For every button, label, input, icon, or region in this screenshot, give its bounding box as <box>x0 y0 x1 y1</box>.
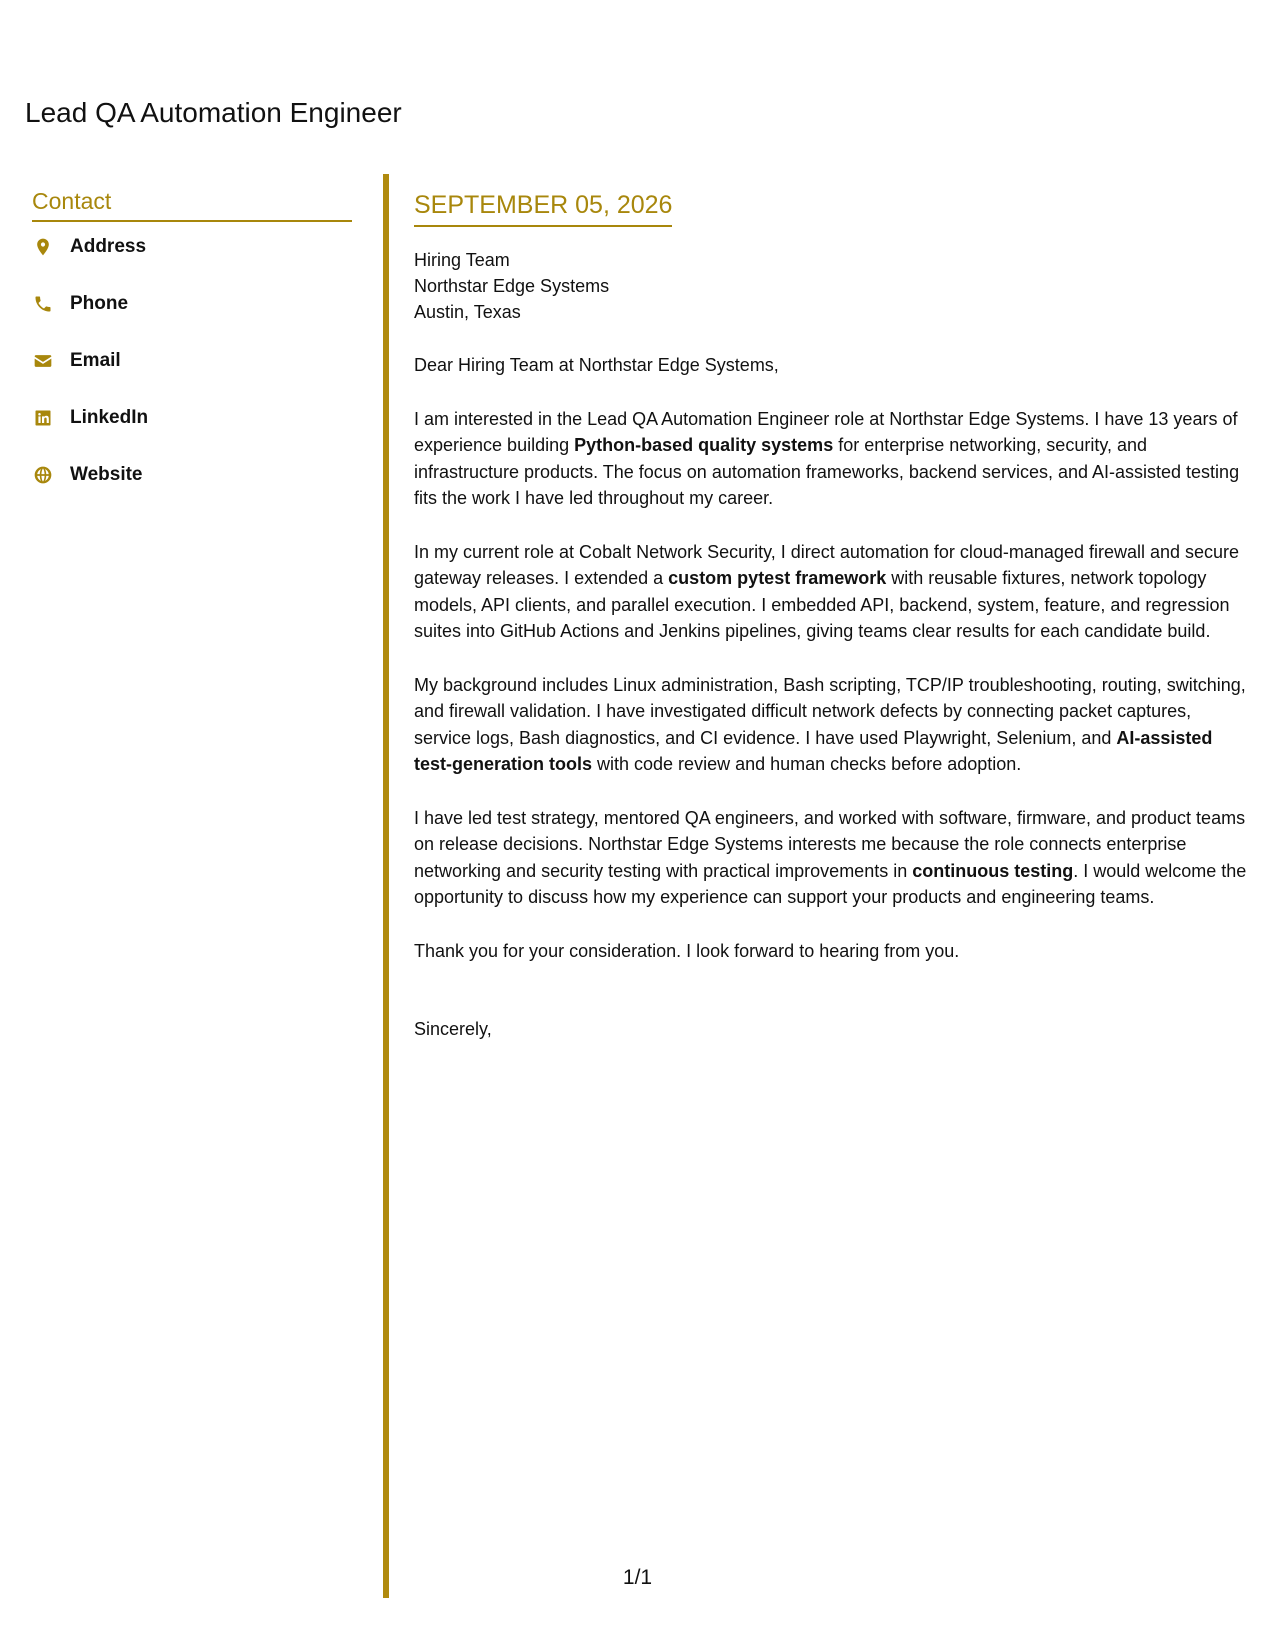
paragraph-2 <box>414 539 1250 645</box>
signoff: Sincerely, <box>414 1019 492 1040</box>
paragraph-text: with code review and human checks before adoption. <box>592 754 1022 775</box>
vertical-divider <box>383 174 389 1598</box>
contact-heading: Contact <box>32 188 352 222</box>
paragraph-emphasis: AI-assisted test-generation tools <box>414 727 1213 775</box>
page-number: 1/1 <box>622 1566 653 1589</box>
recipient-company: Northstar Edge Systems <box>414 276 610 297</box>
contact-label-linkedin: LinkedIn <box>70 406 149 428</box>
phone-icon <box>32 293 54 315</box>
paragraph-text: with reusable fixtures, network topology models, API clients, and parallel execution. I embedded API, backend, system, feature, and regression suites into GitHub Actions and Jenkins pipelines, giving teams clear results for each candidate build. <box>414 568 1230 642</box>
closing-thanks: Thank you for your consideration. I look forward to hearing from you. <box>414 940 960 961</box>
paragraph-emphasis: continuous testing <box>912 860 1074 881</box>
contact-sidebar <box>32 188 352 519</box>
recipient-block <box>414 247 1250 325</box>
paragraph-text: I have led test strategy, mentored QA engineers, and worked with software, firmware, and product teams on release decisions. Northstar Edge Systems interests me because the role connects enterprise networking and security testing with practical improvements in <box>414 807 1246 881</box>
contact-label-website: Website <box>70 463 143 485</box>
paragraph-3 <box>414 672 1250 778</box>
paragraph-text: . I would welcome the opportunity to discuss how my experience can support your products and engineering teams. <box>414 860 1247 908</box>
envelope-icon <box>32 350 54 372</box>
recipient-location: Austin, Texas <box>414 302 521 323</box>
salutation: Dear Hiring Team at Northstar Edge Systems, <box>414 355 779 376</box>
linkedin-icon <box>32 407 54 429</box>
map-pin-icon <box>32 236 54 258</box>
page-title: Lead QA Automation Engineer <box>25 97 402 128</box>
contact-label-address: Address <box>70 235 147 257</box>
contact-item-phone <box>32 291 352 317</box>
contact-item-website <box>32 462 352 488</box>
paragraph-text: for enterprise networking, security, and infrastructure products. The focus on automation frameworks, backend services, and AI-assisted testing fits the work I have led throughout my career. <box>414 435 1240 509</box>
paragraph-text: In my current role at Cobalt Network Security, I direct automation for cloud-managed firewall and secure gateway releases. I extended a <box>414 541 1240 589</box>
contact-item-address <box>32 234 352 260</box>
paragraph-emphasis: custom pytest framework <box>668 568 887 589</box>
contact-label-email: Email <box>70 349 121 371</box>
contact-label-phone: Phone <box>70 292 129 314</box>
paragraph-text: My background includes Linux administration, Bash scripting, TCP/IP troubleshooting, routing, switching, and firewall validation. I have investigated difficult network defects by connecting packet captures, service logs, Bash diagnostics, and CI evidence. I have used Playwright, Selenium, and <box>414 674 1246 748</box>
letter-date: SEPTEMBER 05, 2026 <box>414 190 672 227</box>
paragraph-emphasis: Python-based quality systems <box>574 435 834 456</box>
contact-item-linkedin <box>32 405 352 431</box>
letter-body <box>414 190 1250 1043</box>
contact-item-email <box>32 348 352 374</box>
recipient-line: Hiring Team <box>414 250 510 271</box>
paragraph-text: I am interested in the Lead QA Automation Engineer role at Northstar Edge Systems. I have 13 years of experience building <box>414 408 1238 456</box>
globe-icon <box>32 464 54 486</box>
paragraph-1 <box>414 406 1250 512</box>
paragraph-4 <box>414 805 1250 911</box>
